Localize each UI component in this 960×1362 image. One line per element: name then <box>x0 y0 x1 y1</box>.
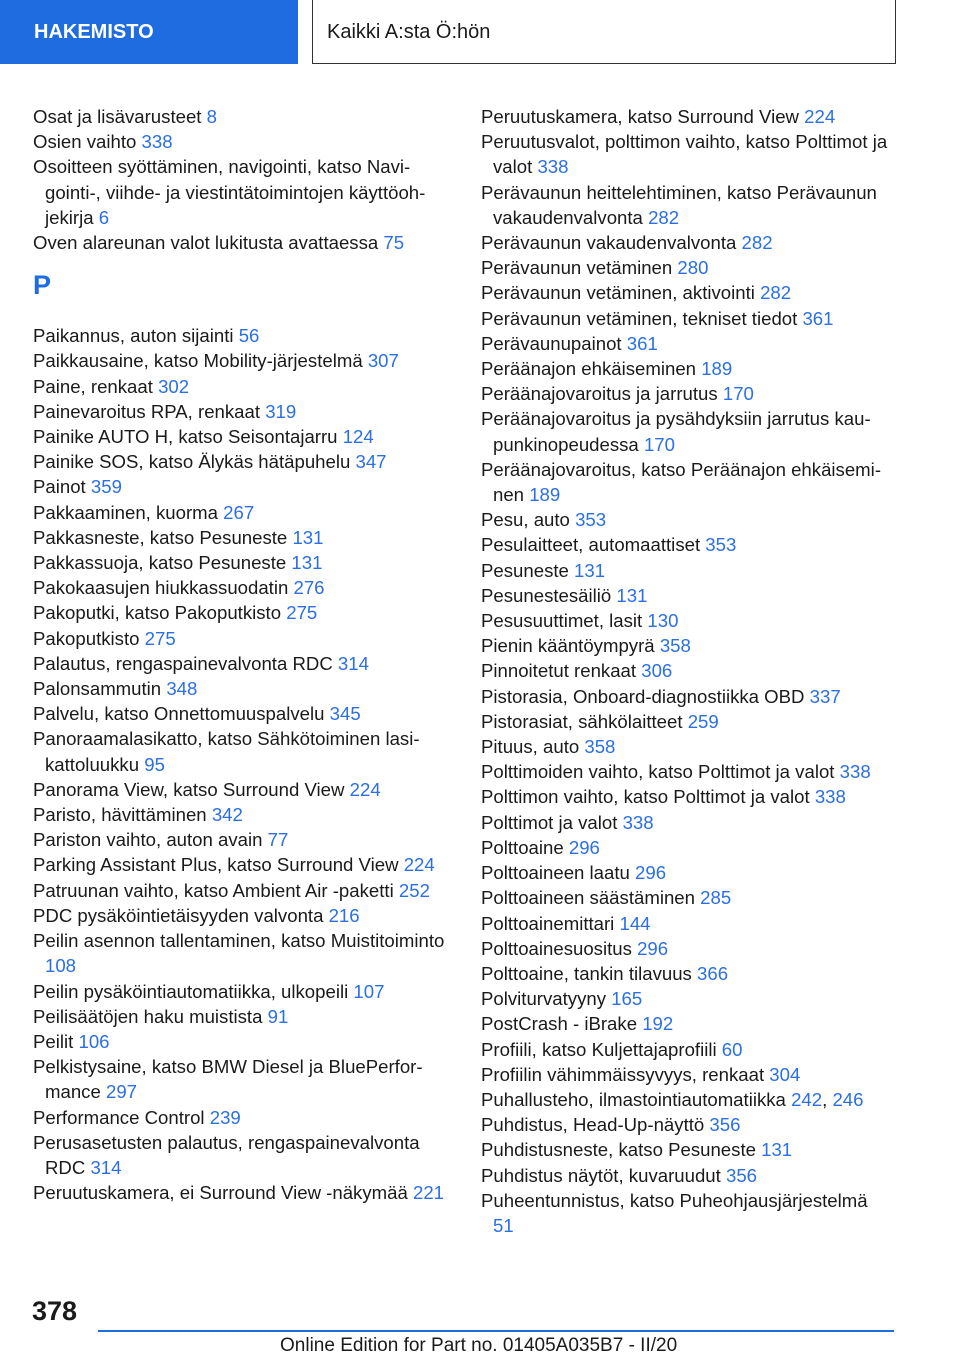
index-entry <box>33 676 453 701</box>
page-reference-link[interactable]: 95 <box>144 753 165 775</box>
index-entry <box>33 449 453 474</box>
page-reference-link[interactable]: 297 <box>105 1081 138 1103</box>
footer-edition-text: Online Edition for Part no. 01405A035B7 - II/20 <box>280 1335 678 1356</box>
index-entry <box>481 911 891 936</box>
page-reference-link[interactable]: 280 <box>677 257 709 279</box>
index-term: Pakkaaminen, kuorma <box>33 501 218 523</box>
page-reference-link[interactable]: 224 <box>804 106 836 127</box>
index-entry <box>33 323 453 348</box>
index-term: Palautus, rengaspainevalvonta RDC <box>33 652 333 674</box>
index-entry <box>481 280 891 305</box>
index-entry <box>481 180 891 230</box>
index-term: Painevaroitus RPA, renkaat <box>33 400 261 422</box>
page-reference-link[interactable]: 6 <box>98 206 110 228</box>
index-term: Perävaunun vetäminen, tekniset tiedot <box>481 307 798 329</box>
index-entry <box>481 633 891 658</box>
index-term: Osat ja lisävarusteet <box>33 106 202 127</box>
index-term: Polttoaineen säästäminen <box>481 887 695 909</box>
page-reference-link[interactable]: 353 <box>575 509 607 531</box>
index-term: Painike SOS, katso Älykäs hätäpuhelu <box>33 451 351 473</box>
index-entry <box>481 810 891 835</box>
index-column-right <box>481 104 891 1238</box>
index-term: Peräänajovaroitus ja jarrutus <box>481 383 718 405</box>
index-entry <box>481 1037 891 1062</box>
index-entry <box>481 129 891 179</box>
page-reference-link[interactable]: 296 <box>568 836 600 858</box>
page-reference-link[interactable]: 224 <box>349 778 381 800</box>
page-reference-link[interactable]: 319 <box>265 400 297 422</box>
index-entry <box>481 608 891 633</box>
page-reference-link[interactable]: 108 <box>45 955 77 977</box>
page-reference-link[interactable]: 131 <box>761 1139 793 1161</box>
p-entries-continued <box>481 104 891 1238</box>
index-term: Oven alareunan valot lukitusta avattaessa <box>33 232 379 254</box>
index-term: Parking Assistant Plus, katso Surround View <box>33 854 399 876</box>
index-entry <box>481 306 891 331</box>
page-reference-link[interactable]: 282 <box>648 206 680 228</box>
page-reference-link[interactable]: 296 <box>635 862 667 884</box>
page-reference-link[interactable]: 56 <box>238 325 260 347</box>
page-reference-link[interactable]: 282 <box>760 282 792 304</box>
index-entry <box>481 532 891 557</box>
section-title: Kaikki A:sta Ö:hön <box>312 0 896 64</box>
page-separator: , <box>822 1088 828 1110</box>
index-term: Polttoaine <box>481 836 564 858</box>
top-entries <box>33 104 453 255</box>
index-entry <box>33 424 453 449</box>
index-term: Perävaunun heittelehtiminen, katso Perävaunun vakaudenvalvonta <box>481 181 877 228</box>
index-term: Profiili, katso Kuljettajaprofiili <box>481 1038 717 1060</box>
page-reference-link[interactable]: 170 <box>643 433 675 455</box>
index-term: Peilin pysäköintiautomatiikka, ulkopeili <box>33 980 349 1002</box>
index-entry <box>481 104 891 129</box>
page-reference-link[interactable]: 358 <box>659 635 691 657</box>
index-term: Pakoputki, katso Pakoputkisto <box>33 602 282 624</box>
index-term: Pituus, auto <box>481 736 580 758</box>
page-reference-link[interactable]: 130 <box>647 610 679 632</box>
page-reference-link[interactable]: 221 <box>413 1182 445 1204</box>
index-term: Pesuneste <box>481 559 569 581</box>
index-term: Pakkassuoja, katso Pesuneste <box>33 552 287 574</box>
page-reference-link[interactable]: 306 <box>641 660 673 682</box>
page-reference-link[interactable]: 189 <box>701 358 733 380</box>
index-term: Perusasetusten palautus, rengaspainevalvonta RDC <box>33 1131 420 1178</box>
index-entry <box>481 961 891 986</box>
page-reference-link[interactable]: 338 <box>839 761 871 783</box>
index-term: Perävaunun vetäminen, aktivointi <box>481 282 755 304</box>
index-entry <box>33 802 453 827</box>
page-reference-link[interactable]: 282 <box>741 232 773 254</box>
index-entry <box>33 726 453 776</box>
page-reference-link[interactable]: 192 <box>642 1013 674 1035</box>
index-term: Performance Control <box>33 1106 205 1128</box>
index-entry <box>481 558 891 583</box>
index-entry <box>33 374 453 399</box>
index-term: Polttimoiden vaihto, katso Polttimot ja valot <box>481 761 835 783</box>
page-reference-link[interactable]: 267 <box>223 501 255 523</box>
index-entry <box>481 406 891 456</box>
page-reference-link[interactable]: 361 <box>802 307 834 329</box>
index-entry <box>33 979 453 1004</box>
index-entry <box>33 852 453 877</box>
index-term: Osien vaihto <box>33 131 137 153</box>
index-term: Polttoainemittari <box>481 912 615 934</box>
page-reference-link[interactable]: 347 <box>355 451 387 473</box>
page-reference-link[interactable]: 77 <box>267 829 289 851</box>
index-entry <box>33 701 453 726</box>
index-term: PostCrash - iBrake <box>481 1013 638 1035</box>
page-reference-link[interactable]: 189 <box>529 484 561 506</box>
page-reference-link[interactable]: 361 <box>626 332 658 354</box>
index-term: Pesusuuttimet, lasit <box>481 610 643 632</box>
page-reference-link[interactable]: 358 <box>584 736 616 758</box>
page-reference-link[interactable]: 131 <box>574 559 606 581</box>
page-reference-link[interactable]: 338 <box>537 156 569 178</box>
page-reference-link[interactable]: 275 <box>286 602 318 624</box>
index-entry <box>33 1105 453 1130</box>
index-term: Pinnoitetut renkaat <box>481 660 637 682</box>
index-term: Palonsammutin <box>33 678 162 700</box>
index-term: Polviturvatyyny <box>481 988 607 1010</box>
index-term: Puhdistus näytöt, kuvaruudut <box>481 1164 721 1186</box>
index-entry <box>33 600 453 625</box>
index-entry <box>481 457 891 507</box>
index-entry <box>481 885 891 910</box>
index-entry <box>33 777 453 802</box>
index-entry <box>481 583 891 608</box>
page-reference-link[interactable]: 356 <box>709 1114 741 1136</box>
index-entry <box>481 684 891 709</box>
page-number: 378 <box>32 1296 78 1326</box>
index-entry <box>33 525 453 550</box>
index-term: Panoraamalasikatto, katso Sähkötoiminen lasikattoluukku <box>33 728 420 775</box>
page-reference-link[interactable]: 338 <box>622 811 654 833</box>
index-entry <box>33 928 453 978</box>
index-entry <box>33 104 453 129</box>
page-reference-link[interactable]: 366 <box>697 962 729 984</box>
index-term: Polttimon vaihto, katso Polttimot ja valot <box>481 786 810 808</box>
page-reference-link[interactable]: 338 <box>141 131 173 153</box>
page-reference-link[interactable]: 252 <box>398 879 430 901</box>
index-entry <box>481 936 891 961</box>
page-reference-link[interactable]: 307 <box>367 350 399 372</box>
index-entry <box>33 1004 453 1029</box>
page-reference-link[interactable]: 242 <box>791 1088 823 1110</box>
page-reference-link[interactable]: 314 <box>337 652 369 674</box>
index-term: Peräänajovaroitus, katso Peräänajon ehkäiseminen <box>481 458 882 506</box>
page-reference-link[interactable]: 106 <box>78 1030 110 1052</box>
page-reference-link[interactable]: 304 <box>769 1063 801 1085</box>
index-term: Peruutuskamera, katso Surround View <box>481 106 799 127</box>
index-term: Peilisäätöjen haku muistista <box>33 1005 263 1027</box>
page-reference-link[interactable]: 131 <box>616 584 648 606</box>
page-reference-link[interactable]: 131 <box>292 526 324 548</box>
index-entry <box>481 759 891 784</box>
page-reference-link[interactable]: 8 <box>206 106 217 127</box>
index-entry <box>33 129 453 154</box>
index-entry <box>481 230 891 255</box>
page-reference-link[interactable]: 224 <box>403 854 435 876</box>
index-term: Pakokaasujen hiukkassuodatin <box>33 577 289 599</box>
index-entry <box>33 399 453 424</box>
index-term: Polttoaine, tankin tilavuus <box>481 962 692 984</box>
index-term: Pelkistysaine, katso BMW Diesel ja BluePerformance <box>33 1056 423 1103</box>
index-entry <box>481 1112 891 1137</box>
page-reference-link[interactable]: 60 <box>721 1038 743 1060</box>
index-entry <box>481 734 891 759</box>
index-entry <box>33 1029 453 1054</box>
page-reference-link[interactable]: 348 <box>166 678 198 700</box>
index-entry <box>33 1180 453 1205</box>
page-reference-link[interactable]: 314 <box>90 1156 122 1178</box>
index-term: Peruutuskamera, ei Surround View -näkymää <box>33 1182 408 1204</box>
index-entry <box>481 784 891 809</box>
index-entry <box>33 550 453 575</box>
index-entry <box>33 626 453 651</box>
index-term: Pakoputkisto <box>33 627 140 649</box>
index-term: Peräänajovaroitus ja pysähdyksiin jarrutus kaupunkinopeudessa <box>481 408 871 455</box>
index-entry <box>33 230 453 255</box>
index-term: Pakkasneste, katso Pesuneste <box>33 526 288 548</box>
index-term: Pesunestesäiliö <box>481 584 612 606</box>
page-reference-link[interactable]: 259 <box>687 710 719 732</box>
page-reference-link[interactable]: 345 <box>329 703 361 725</box>
index-term: Painot <box>33 476 86 498</box>
page-reference-link[interactable]: 131 <box>291 552 323 574</box>
page-reference-link[interactable]: 216 <box>328 904 360 926</box>
page-reference-link[interactable]: 165 <box>611 988 643 1010</box>
index-term: Puhallusteho, ilmastointiautomatiikka <box>481 1088 786 1110</box>
index-term: Puhdistusneste, katso Pesuneste <box>481 1139 756 1161</box>
index-term: Profiilin vähimmäissyvyys, renkaat <box>481 1063 765 1085</box>
page-reference-link[interactable]: 359 <box>90 476 122 498</box>
page-reference-link[interactable]: 342 <box>211 804 243 826</box>
page-reference-link[interactable]: 124 <box>342 426 374 448</box>
index-term: Palvelu, katso Onnettomuuspalvelu <box>33 703 325 725</box>
p-entries <box>33 323 453 1205</box>
page-reference-link[interactable]: 302 <box>158 375 190 397</box>
index-term: Perävaunupainot <box>481 332 622 354</box>
index-entry <box>481 1137 891 1162</box>
page-reference-link[interactable]: 337 <box>809 685 841 707</box>
page-reference-link[interactable]: 51 <box>493 1214 514 1236</box>
index-entry <box>481 860 891 885</box>
index-term: Osoitteen syöttäminen, navigointi, katso Navigointi-, viihde- ja viestintätoimintojen käyttöohjekirja <box>33 156 426 228</box>
index-column-left <box>33 104 453 1205</box>
index-term: Paikkausaine, katso Mobility-järjestelmä <box>33 350 363 372</box>
index-term: Patruunan vaihto, katso Ambient Air -paketti <box>33 879 394 901</box>
index-entry <box>481 507 891 532</box>
index-entry <box>481 255 891 280</box>
index-term: Polttoaineen laatu <box>481 862 630 884</box>
index-entry <box>33 827 453 852</box>
index-term: Pariston vaihto, auton avain <box>33 829 263 851</box>
index-term: Puhdistus, Head-Up-näyttö <box>481 1114 705 1136</box>
index-term: Panorama View, katso Surround View <box>33 778 345 800</box>
index-term: Pienin kääntöympyrä <box>481 635 655 657</box>
index-entry <box>33 651 453 676</box>
page-reference-link[interactable]: 239 <box>209 1106 241 1128</box>
index-entry <box>481 1188 891 1238</box>
index-entry <box>33 154 453 230</box>
index-term: Pesulaitteet, automaattiset <box>481 534 701 556</box>
index-entry <box>481 331 891 356</box>
page-reference-link[interactable]: 170 <box>722 383 754 405</box>
index-term: PDC pysäköintietäisyyden valvonta <box>33 904 324 926</box>
index-entry <box>33 878 453 903</box>
page-reference-link[interactable]: 275 <box>144 627 176 649</box>
index-term: Peräänajon ehkäiseminen <box>481 358 697 380</box>
footer-divider <box>98 1330 894 1332</box>
index-term: Peilit <box>33 1030 74 1052</box>
page-reference-link[interactable]: 91 <box>267 1005 289 1027</box>
index-entry <box>33 903 453 928</box>
index-term: Peruutusvalot, polttimon vaihto, katso Polttimot ja valot <box>481 131 888 178</box>
index-entry <box>481 356 891 381</box>
index-entry <box>481 986 891 1011</box>
page-reference-link[interactable]: 107 <box>353 980 385 1002</box>
page-reference-link[interactable]: 75 <box>383 232 405 254</box>
index-entry <box>481 658 891 683</box>
page-reference-link[interactable]: 338 <box>814 786 846 808</box>
index-entry <box>481 835 891 860</box>
index-entry <box>481 1062 891 1087</box>
page-reference-link[interactable]: 296 <box>637 937 669 959</box>
index-entry <box>481 1163 891 1188</box>
page-reference-link[interactable]: 356 <box>725 1164 758 1186</box>
index-entry <box>481 1011 891 1036</box>
index-entry <box>481 381 891 406</box>
index-term: Perävaunun vetäminen <box>481 257 673 279</box>
index-term: Peilin asennon tallentaminen, katso Muistitoiminto <box>33 930 445 952</box>
index-entry <box>33 500 453 525</box>
index-letter-heading: P <box>33 270 52 301</box>
index-entry <box>33 575 453 600</box>
index-term: Puheentunnistus, katso Puheohjausjärjestelmä <box>481 1189 868 1211</box>
index-term: Polttimot ja valot <box>481 811 618 833</box>
index-entry <box>33 1130 453 1180</box>
index-entry <box>33 348 453 373</box>
index-entry <box>33 1054 453 1104</box>
index-term: Polttoainesuositus <box>481 937 632 959</box>
page-reference-link[interactable]: 285 <box>700 887 732 909</box>
index-term: Perävaunun vakaudenvalvonta <box>481 232 737 254</box>
index-term: Paine, renkaat <box>33 375 153 397</box>
index-entry <box>481 1087 891 1112</box>
page-reference-link[interactable]: 246 <box>832 1088 864 1110</box>
index-term: Paikannus, auton sijainti <box>33 325 234 347</box>
index-term: Paristo, hävittäminen <box>33 804 207 826</box>
index-entry <box>33 474 453 499</box>
index-entry <box>481 709 891 734</box>
index-term: Pistorasia, Onboard-diagnostiikka OBD <box>481 685 805 707</box>
index-term: Pesu, auto <box>481 509 570 531</box>
index-term: Pistorasiat, sähkölaitteet <box>481 710 683 732</box>
page-reference-link[interactable]: 144 <box>619 912 651 934</box>
section-tab[interactable]: HAKEMISTO <box>0 0 298 64</box>
index-term: Painike AUTO H, katso Seisontajarru <box>33 426 338 448</box>
page-reference-link[interactable]: 276 <box>293 577 325 599</box>
page-reference-link[interactable]: 353 <box>705 534 737 556</box>
